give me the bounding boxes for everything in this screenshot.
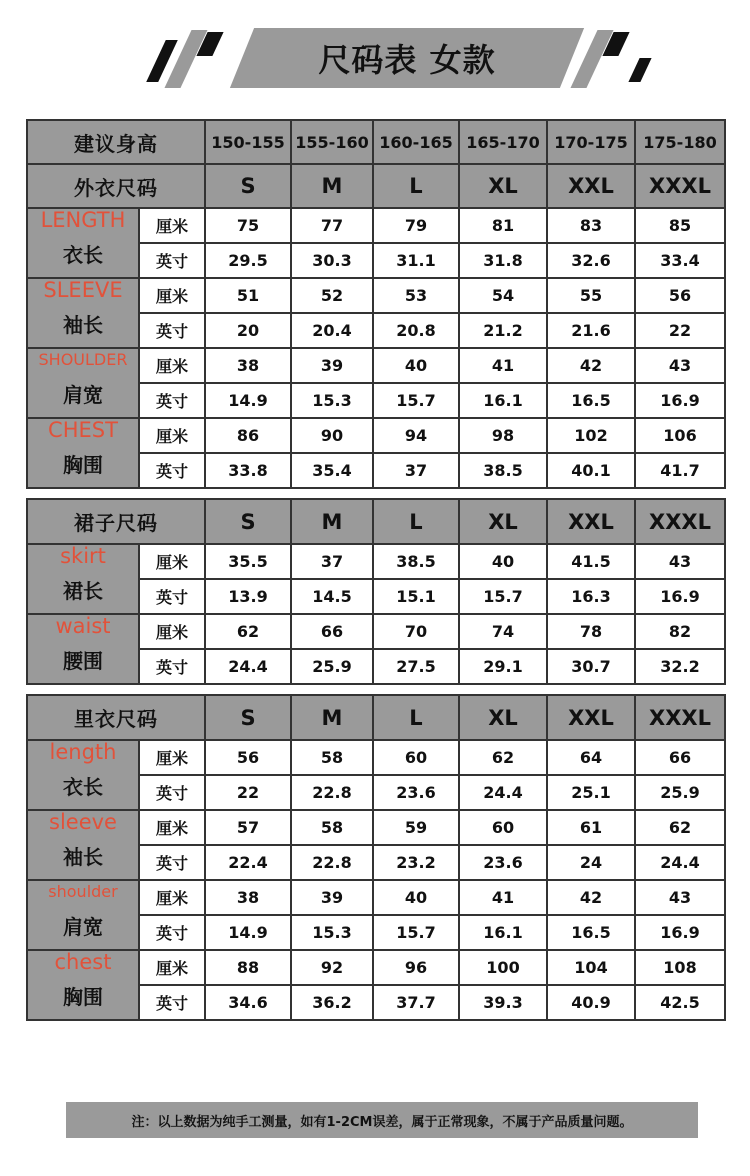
measurement-category [27,810,139,880]
inch-value-cell: 37.7 [373,985,459,1020]
measurement-row-cm [27,810,725,845]
cm-value-cell: 79 [373,208,459,243]
measurement-row-cm [27,278,725,313]
inch-value-cell: 23.6 [459,845,547,880]
measurement-category [27,950,139,1020]
cm-value-cell: 38.5 [373,544,459,579]
column-header: XXXL [635,695,725,740]
inch-value-cell: 20 [205,313,291,348]
page-title: 尺码表 女款 [318,41,496,79]
category-english-label: CHEST [48,418,118,442]
cm-value-cell: 43 [635,348,725,383]
category-chinese-label: 衣长 [63,774,103,799]
measurement-row-cm [27,880,725,915]
row-title: 裙子尺码 [27,499,205,544]
measurement-category [27,880,139,950]
inch-value-cell: 16.1 [459,383,547,418]
cm-value-cell: 104 [547,950,635,985]
cm-value-cell: 60 [459,810,547,845]
category-english-label: SLEEVE [43,278,123,302]
inch-value-cell: 14.9 [205,383,291,418]
column-header: XXL [547,499,635,544]
inch-value-cell: 40.1 [547,453,635,488]
inch-value-cell: 15.1 [373,579,459,614]
column-header: 160-165 [373,120,459,164]
cm-value-cell: 56 [205,740,291,775]
cm-value-cell: 88 [205,950,291,985]
inch-value-cell: 24.4 [459,775,547,810]
column-header: M [291,695,373,740]
cm-value-cell: 53 [373,278,459,313]
outerwear-size-table [26,119,726,489]
measurement-row-cm [27,418,725,453]
inch-value-cell: 20.4 [291,313,373,348]
title-banner [0,0,750,100]
column-header: 165-170 [459,120,547,164]
cm-value-cell: 62 [205,614,291,649]
column-header: 170-175 [547,120,635,164]
inch-value-cell: 16.5 [547,383,635,418]
column-header: XXL [547,164,635,208]
cm-value-cell: 74 [459,614,547,649]
unit-cm-label: 厘米 [139,740,205,775]
inch-value-cell: 22 [205,775,291,810]
inch-value-cell: 36.2 [291,985,373,1020]
cm-value-cell: 38 [205,348,291,383]
cm-value-cell: 54 [459,278,547,313]
cm-value-cell: 82 [635,614,725,649]
inch-value-cell: 41.7 [635,453,725,488]
header-row [27,120,725,164]
cm-value-cell: 108 [635,950,725,985]
inch-value-cell: 25.9 [635,775,725,810]
unit-cm-label: 厘米 [139,418,205,453]
measurement-row-cm [27,614,725,649]
cm-value-cell: 43 [635,880,725,915]
measurement-row-cm [27,544,725,579]
unit-inch-label: 英寸 [139,915,205,950]
category-english-label: chest [54,950,112,974]
inch-value-cell: 39.3 [459,985,547,1020]
unit-cm-label: 厘米 [139,208,205,243]
cm-value-cell: 98 [459,418,547,453]
inch-value-cell: 40.9 [547,985,635,1020]
inch-value-cell: 32.2 [635,649,725,684]
cm-value-cell: 77 [291,208,373,243]
cm-value-cell: 92 [291,950,373,985]
inch-value-cell: 15.3 [291,383,373,418]
cm-value-cell: 58 [291,740,373,775]
inch-value-cell: 31.1 [373,243,459,278]
inch-value-cell: 30.3 [291,243,373,278]
unit-inch-label: 英寸 [139,313,205,348]
inch-value-cell: 27.5 [373,649,459,684]
category-english-label: SHOULDER [38,350,128,369]
unit-cm-label: 厘米 [139,348,205,383]
unit-inch-label: 英寸 [139,775,205,810]
inch-value-cell: 13.9 [205,579,291,614]
inch-value-cell: 33.8 [205,453,291,488]
unit-inch-label: 英寸 [139,649,205,684]
inch-value-cell: 14.9 [205,915,291,950]
cm-value-cell: 66 [291,614,373,649]
unit-inch-label: 英寸 [139,383,205,418]
column-header: XL [459,164,547,208]
measurement-category [27,208,139,278]
inch-value-cell: 29.1 [459,649,547,684]
column-header: XXL [547,695,635,740]
cm-value-cell: 42 [547,348,635,383]
cm-value-cell: 40 [373,880,459,915]
cm-value-cell: 55 [547,278,635,313]
cm-value-cell: 85 [635,208,725,243]
category-english-label: LENGTH [40,208,126,232]
measurement-category [27,348,139,418]
column-header: XXXL [635,499,725,544]
cm-value-cell: 64 [547,740,635,775]
decor-stripe [628,58,651,82]
unit-inch-label: 英寸 [139,579,205,614]
cm-value-cell: 94 [373,418,459,453]
category-english-label: length [49,740,117,764]
inch-value-cell: 37 [373,453,459,488]
inch-value-cell: 34.6 [205,985,291,1020]
inch-value-cell: 31.8 [459,243,547,278]
column-header: L [373,164,459,208]
inch-value-cell: 24.4 [205,649,291,684]
category-english-label: sleeve [49,810,117,834]
row-title: 外衣尺码 [27,164,205,208]
unit-inch-label: 英寸 [139,845,205,880]
inch-value-cell: 25.1 [547,775,635,810]
cm-value-cell: 96 [373,950,459,985]
column-header: L [373,499,459,544]
cm-value-cell: 61 [547,810,635,845]
category-chinese-label: 袖长 [63,844,103,869]
measurement-category [27,544,139,614]
inch-value-cell: 35.4 [291,453,373,488]
category-english-label: waist [55,614,111,638]
column-header: L [373,695,459,740]
decor-stripe [164,30,207,88]
inch-value-cell: 22.8 [291,845,373,880]
column-header: S [205,695,291,740]
cm-value-cell: 57 [205,810,291,845]
measurement-row-cm [27,348,725,383]
cm-value-cell: 62 [459,740,547,775]
inch-value-cell: 15.7 [373,915,459,950]
header-row [27,695,725,740]
inch-value-cell: 30.7 [547,649,635,684]
inch-value-cell: 16.1 [459,915,547,950]
cm-value-cell: 41 [459,348,547,383]
cm-value-cell: 58 [291,810,373,845]
cm-value-cell: 60 [373,740,459,775]
column-header: S [205,499,291,544]
cm-value-cell: 75 [205,208,291,243]
cm-value-cell: 39 [291,880,373,915]
inch-value-cell: 16.9 [635,383,725,418]
cm-value-cell: 41 [459,880,547,915]
unit-inch-label: 英寸 [139,985,205,1020]
inch-value-cell: 21.2 [459,313,547,348]
inch-value-cell: 16.9 [635,579,725,614]
measurement-category [27,418,139,488]
inch-value-cell: 15.7 [373,383,459,418]
inch-value-cell: 22.8 [291,775,373,810]
measurement-row-cm [27,740,725,775]
unit-cm-label: 厘米 [139,278,205,313]
inch-value-cell: 42.5 [635,985,725,1020]
inch-value-cell: 38.5 [459,453,547,488]
unit-cm-label: 厘米 [139,810,205,845]
column-header: M [291,499,373,544]
measurement-category [27,740,139,810]
cm-value-cell: 90 [291,418,373,453]
category-chinese-label: 肩宽 [63,914,103,939]
measurement-note: 注：以上数据为纯手工测量，如有1-2CM误差，属于正常现象，不属于产品质量问题。 [66,1102,698,1138]
category-chinese-label: 腰围 [63,648,103,673]
cm-value-cell: 78 [547,614,635,649]
unit-cm-label: 厘米 [139,614,205,649]
cm-value-cell: 70 [373,614,459,649]
cm-value-cell: 38 [205,880,291,915]
inch-value-cell: 20.8 [373,313,459,348]
skirt-size-table [26,498,726,685]
inch-value-cell: 24.4 [635,845,725,880]
cm-value-cell: 59 [373,810,459,845]
inch-value-cell: 23.2 [373,845,459,880]
measurement-category [27,278,139,348]
column-header: XXXL [635,164,725,208]
measurement-category [27,614,139,684]
header-row [27,164,725,208]
unit-cm-label: 厘米 [139,880,205,915]
cm-value-cell: 62 [635,810,725,845]
column-header: S [205,164,291,208]
category-chinese-label: 胸围 [63,984,103,1009]
inch-value-cell: 24 [547,845,635,880]
cm-value-cell: 43 [635,544,725,579]
cm-value-cell: 52 [291,278,373,313]
inch-value-cell: 22 [635,313,725,348]
cm-value-cell: 102 [547,418,635,453]
unit-cm-label: 厘米 [139,544,205,579]
cm-value-cell: 56 [635,278,725,313]
category-chinese-label: 裙长 [63,578,103,603]
cm-value-cell: 42 [547,880,635,915]
column-header: XL [459,695,547,740]
cm-value-cell: 39 [291,348,373,383]
column-header: 175-180 [635,120,725,164]
category-chinese-label: 衣长 [63,242,103,267]
cm-value-cell: 35.5 [205,544,291,579]
cm-value-cell: 100 [459,950,547,985]
unit-inch-label: 英寸 [139,243,205,278]
cm-value-cell: 40 [459,544,547,579]
category-english-label: shoulder [48,882,118,901]
cm-value-cell: 41.5 [547,544,635,579]
row-title: 里衣尺码 [27,695,205,740]
column-header: XL [459,499,547,544]
inch-value-cell: 33.4 [635,243,725,278]
cm-value-cell: 40 [373,348,459,383]
cm-value-cell: 37 [291,544,373,579]
cm-value-cell: 51 [205,278,291,313]
column-header: 155-160 [291,120,373,164]
inch-value-cell: 15.7 [459,579,547,614]
category-chinese-label: 袖长 [63,312,103,337]
innerwear-size-table [26,694,726,1021]
inch-value-cell: 29.5 [205,243,291,278]
inch-value-cell: 16.9 [635,915,725,950]
inch-value-cell: 16.5 [547,915,635,950]
measurement-row-cm [27,208,725,243]
inch-value-cell: 22.4 [205,845,291,880]
row-title: 建议身高 [27,120,205,164]
cm-value-cell: 86 [205,418,291,453]
inch-value-cell: 21.6 [547,313,635,348]
unit-inch-label: 英寸 [139,453,205,488]
category-chinese-label: 胸围 [63,452,103,477]
column-header: M [291,164,373,208]
cm-value-cell: 81 [459,208,547,243]
measurement-row-cm [27,950,725,985]
cm-value-cell: 66 [635,740,725,775]
header-row [27,499,725,544]
inch-value-cell: 16.3 [547,579,635,614]
cm-value-cell: 83 [547,208,635,243]
category-english-label: skirt [60,544,106,568]
inch-value-cell: 25.9 [291,649,373,684]
inch-value-cell: 15.3 [291,915,373,950]
inch-value-cell: 14.5 [291,579,373,614]
column-header: 150-155 [205,120,291,164]
unit-cm-label: 厘米 [139,950,205,985]
inch-value-cell: 32.6 [547,243,635,278]
category-chinese-label: 肩宽 [63,382,103,407]
cm-value-cell: 106 [635,418,725,453]
inch-value-cell: 23.6 [373,775,459,810]
